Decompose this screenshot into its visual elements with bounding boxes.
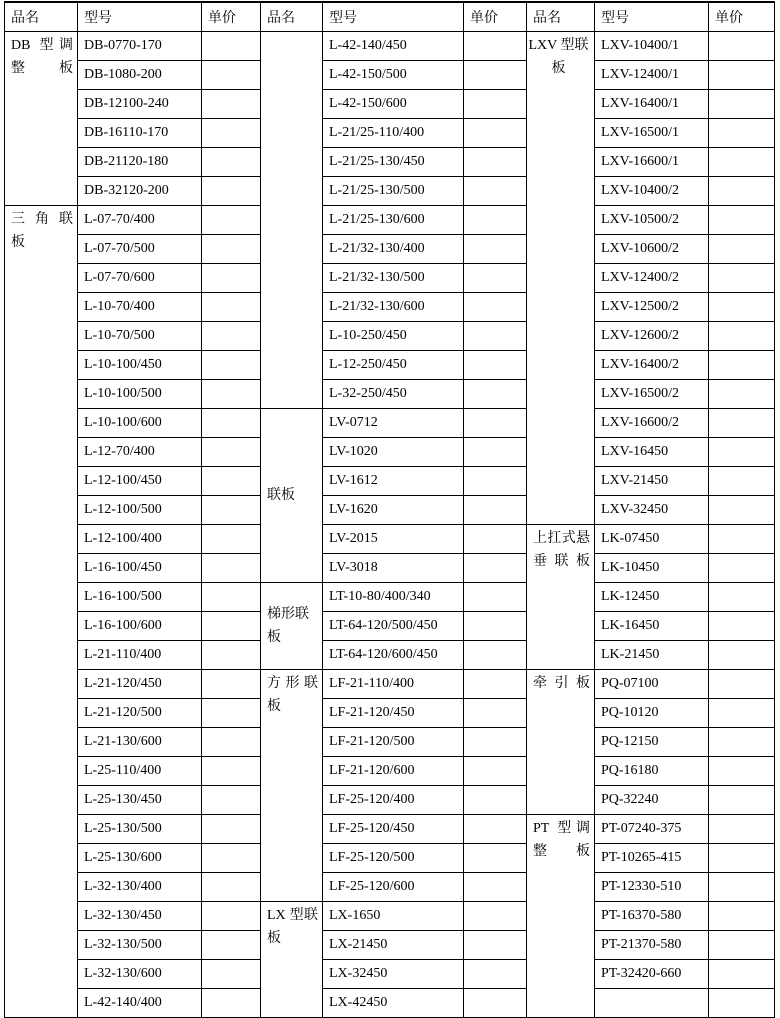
model-cell: L-21-120/450 — [78, 670, 202, 699]
model-cell: L-07-70/500 — [78, 235, 202, 264]
model-cell: L-07-70/600 — [78, 264, 202, 293]
model-cell: DB-16110-170 — [78, 119, 202, 148]
model-cell: LF-21-120/600 — [323, 757, 464, 786]
table-row — [5, 119, 775, 148]
price-cell[interactable] — [464, 61, 527, 90]
price-cell[interactable] — [202, 177, 261, 206]
model-cell: L-42-140/450 — [323, 32, 464, 61]
table-row — [5, 496, 775, 525]
price-cell[interactable] — [709, 351, 775, 380]
table-row — [5, 525, 775, 554]
table-row — [5, 670, 775, 699]
model-cell: L-10-100/500 — [78, 380, 202, 409]
model-cell: L-16-100/450 — [78, 554, 202, 583]
price-cell[interactable] — [464, 438, 527, 467]
model-cell: LF-21-120/450 — [323, 699, 464, 728]
table-row — [5, 409, 775, 438]
model-cell: LF-21-120/500 — [323, 728, 464, 757]
price-cell[interactable] — [464, 90, 527, 119]
model-cell: L-10-100/450 — [78, 351, 202, 380]
price-cell[interactable] — [464, 873, 527, 902]
category-tixing: 梯形联板 — [261, 583, 323, 670]
table-row — [5, 322, 775, 351]
category-lx: LX 型联板 — [261, 902, 323, 1018]
table-row — [5, 438, 775, 467]
price-cell[interactable] — [709, 815, 775, 844]
table-row — [5, 844, 775, 873]
model-cell: PT-32420-660 — [595, 960, 709, 989]
model-cell: LXV-21450 — [595, 467, 709, 496]
model-cell: L-32-130/400 — [78, 873, 202, 902]
price-cell[interactable] — [464, 32, 527, 61]
price-cell[interactable] — [202, 496, 261, 525]
model-cell: L-32-130/500 — [78, 931, 202, 960]
price-cell[interactable] — [464, 554, 527, 583]
table-row — [5, 815, 775, 844]
price-cell[interactable] — [202, 902, 261, 931]
table-row — [5, 902, 775, 931]
price-cell[interactable] — [709, 902, 775, 931]
price-cell[interactable] — [202, 119, 261, 148]
model-cell: LV-3018 — [323, 554, 464, 583]
table-row — [5, 931, 775, 960]
price-cell[interactable] — [464, 293, 527, 322]
model-cell: L-25-130/600 — [78, 844, 202, 873]
price-cell[interactable] — [709, 148, 775, 177]
table-row — [5, 148, 775, 177]
price-cell[interactable] — [709, 670, 775, 699]
model-cell: L-21-120/500 — [78, 699, 202, 728]
header-price-3: 单价 — [709, 2, 775, 32]
price-cell[interactable] — [202, 32, 261, 61]
model-cell: L-25-130/500 — [78, 815, 202, 844]
model-cell: DB-21120-180 — [78, 148, 202, 177]
model-cell: LXV-16600/2 — [595, 409, 709, 438]
price-cell[interactable] — [464, 467, 527, 496]
table-row — [5, 699, 775, 728]
price-cell[interactable] — [709, 873, 775, 902]
header-model-1: 型号 — [78, 2, 202, 32]
price-cell[interactable] — [202, 612, 261, 641]
model-cell: LT-64-120/500/450 — [323, 612, 464, 641]
table-row — [5, 467, 775, 496]
price-cell[interactable] — [464, 380, 527, 409]
price-cell[interactable] — [709, 989, 775, 1018]
model-cell: PT-07240-375 — [595, 815, 709, 844]
price-cell[interactable] — [464, 322, 527, 351]
price-cell[interactable] — [709, 728, 775, 757]
table-row — [5, 206, 775, 235]
model-cell: LF-25-120/450 — [323, 815, 464, 844]
model-cell: LV-0712 — [323, 409, 464, 438]
price-cell[interactable] — [202, 148, 261, 177]
table-row — [5, 32, 775, 61]
price-cell[interactable] — [202, 699, 261, 728]
model-cell: PT-10265-415 — [595, 844, 709, 873]
model-cell: PQ-16180 — [595, 757, 709, 786]
table-row — [5, 960, 775, 989]
model-cell: L-21/25-110/400 — [323, 119, 464, 148]
model-cell: L-42-150/500 — [323, 61, 464, 90]
price-cell[interactable] — [709, 119, 775, 148]
price-cell[interactable] — [464, 206, 527, 235]
price-cell[interactable] — [202, 873, 261, 902]
model-cell: L-12-100/500 — [78, 496, 202, 525]
price-cell[interactable] — [709, 931, 775, 960]
price-cell[interactable] — [709, 438, 775, 467]
category-shangkang: 上扛式悬垂联板 — [527, 525, 595, 670]
price-cell[interactable] — [202, 322, 261, 351]
header-name-1: 品名 — [5, 2, 78, 32]
model-cell: L-32-250/450 — [323, 380, 464, 409]
table-row — [5, 380, 775, 409]
price-cell[interactable] — [202, 525, 261, 554]
price-cell[interactable] — [202, 844, 261, 873]
price-cell[interactable] — [709, 844, 775, 873]
price-cell[interactable] — [709, 641, 775, 670]
price-cell[interactable] — [709, 235, 775, 264]
header-name-3: 品名 — [527, 2, 595, 32]
header-price-2: 单价 — [464, 2, 527, 32]
model-cell: L-12-250/450 — [323, 351, 464, 380]
model-cell: LF-25-120/500 — [323, 844, 464, 873]
model-cell: PQ-12150 — [595, 728, 709, 757]
price-cell[interactable] — [202, 670, 261, 699]
model-cell: LV-1612 — [323, 467, 464, 496]
price-cell[interactable] — [709, 554, 775, 583]
model-cell: LV-1020 — [323, 438, 464, 467]
price-cell[interactable] — [709, 409, 775, 438]
model-cell: DB-1080-200 — [78, 61, 202, 90]
price-cell[interactable] — [202, 641, 261, 670]
model-cell: L-32-130/600 — [78, 960, 202, 989]
table-row — [5, 235, 775, 264]
price-cell[interactable] — [464, 844, 527, 873]
model-cell: LXV-10600/2 — [595, 235, 709, 264]
price-cell[interactable] — [709, 467, 775, 496]
model-cell: LXV-12400/1 — [595, 61, 709, 90]
model-cell: LF-25-120/600 — [323, 873, 464, 902]
model-cell: LK-07450 — [595, 525, 709, 554]
price-cell[interactable] — [709, 699, 775, 728]
model-cell: L-21/25-130/500 — [323, 177, 464, 206]
model-cell: L-21/25-130/450 — [323, 148, 464, 177]
price-cell[interactable] — [202, 815, 261, 844]
category-qianyin: 牵引板 — [527, 670, 595, 815]
price-cell[interactable] — [464, 815, 527, 844]
model-cell: LXV-16500/2 — [595, 380, 709, 409]
price-cell[interactable] — [202, 786, 261, 815]
model-cell: LF-25-120/400 — [323, 786, 464, 815]
model-cell: LX-32450 — [323, 960, 464, 989]
price-cell[interactable] — [202, 90, 261, 119]
price-cell[interactable] — [202, 409, 261, 438]
model-cell: L-07-70/400 — [78, 206, 202, 235]
model-cell: L-16-100/500 — [78, 583, 202, 612]
model-cell: L-21/32-130/400 — [323, 235, 464, 264]
price-cell[interactable] — [464, 902, 527, 931]
table-row — [5, 786, 775, 815]
price-cell[interactable] — [709, 496, 775, 525]
model-cell: PQ-10120 — [595, 699, 709, 728]
model-cell: PQ-07100 — [595, 670, 709, 699]
category-db: DB 型调整板 — [5, 32, 78, 206]
model-cell: L-12-70/400 — [78, 438, 202, 467]
table-row — [5, 264, 775, 293]
price-cell[interactable] — [202, 931, 261, 960]
model-cell: LV-1620 — [323, 496, 464, 525]
price-cell[interactable] — [464, 931, 527, 960]
price-cell[interactable] — [464, 583, 527, 612]
category-lxv: LXV 型联板 — [527, 32, 595, 525]
model-cell: LV-2015 — [323, 525, 464, 554]
model-cell: LXV-10500/2 — [595, 206, 709, 235]
model-cell: LK-16450 — [595, 612, 709, 641]
model-cell: LT-10-80/400/340 — [323, 583, 464, 612]
model-cell: L-21/32-130/600 — [323, 293, 464, 322]
model-cell: LXV-16450 — [595, 438, 709, 467]
price-cell[interactable] — [202, 351, 261, 380]
model-cell: PT-16370-580 — [595, 902, 709, 931]
model-cell: L-10-70/400 — [78, 293, 202, 322]
model-cell: L-21/32-130/500 — [323, 264, 464, 293]
model-cell: L-12-100/450 — [78, 467, 202, 496]
model-cell: L-10-250/450 — [323, 322, 464, 351]
price-cell[interactable] — [464, 786, 527, 815]
price-cell[interactable] — [202, 264, 261, 293]
price-cell[interactable] — [464, 264, 527, 293]
table-row — [5, 728, 775, 757]
category-lianban: 联板 — [261, 409, 323, 583]
price-cell[interactable] — [202, 61, 261, 90]
model-cell: L-25-130/450 — [78, 786, 202, 815]
price-cell[interactable] — [464, 757, 527, 786]
price-cell[interactable] — [709, 322, 775, 351]
model-cell: LT-64-120/600/450 — [323, 641, 464, 670]
model-cell: DB-0770-170 — [78, 32, 202, 61]
price-cell[interactable] — [202, 757, 261, 786]
model-cell: L-25-110/400 — [78, 757, 202, 786]
model-cell: L-21/25-130/600 — [323, 206, 464, 235]
model-cell: L-16-100/600 — [78, 612, 202, 641]
price-cell[interactable] — [464, 612, 527, 641]
price-cell[interactable] — [709, 293, 775, 322]
price-cell[interactable] — [709, 525, 775, 554]
category-blank — [261, 32, 323, 409]
price-cell[interactable] — [202, 554, 261, 583]
model-cell: LX-1650 — [323, 902, 464, 931]
model-cell: LXV-16400/2 — [595, 351, 709, 380]
price-cell[interactable] — [709, 380, 775, 409]
model-cell: LXV-16600/1 — [595, 148, 709, 177]
price-cell[interactable] — [709, 177, 775, 206]
price-cell[interactable] — [464, 496, 527, 525]
price-cell[interactable] — [709, 786, 775, 815]
price-cell[interactable] — [464, 148, 527, 177]
category-fangxing: 方形联板 — [261, 670, 323, 902]
header-name-2: 品名 — [261, 2, 323, 32]
price-cell[interactable] — [202, 206, 261, 235]
model-cell: PQ-32240 — [595, 786, 709, 815]
table-row — [5, 757, 775, 786]
model-cell: PT-12330-510 — [595, 873, 709, 902]
header-price-1: 单价 — [202, 2, 261, 32]
price-cell[interactable] — [464, 699, 527, 728]
price-cell[interactable] — [202, 293, 261, 322]
price-cell[interactable] — [464, 641, 527, 670]
price-cell[interactable] — [709, 264, 775, 293]
model-cell: LK-12450 — [595, 583, 709, 612]
price-cell[interactable] — [709, 206, 775, 235]
price-cell[interactable] — [709, 757, 775, 786]
price-cell[interactable] — [464, 728, 527, 757]
table-row — [5, 554, 775, 583]
header-model-3: 型号 — [595, 2, 709, 32]
price-cell[interactable] — [464, 119, 527, 148]
price-cell[interactable] — [464, 989, 527, 1018]
model-cell: L-42-150/600 — [323, 90, 464, 119]
model-cell: LXV-10400/1 — [595, 32, 709, 61]
price-cell[interactable] — [202, 235, 261, 264]
model-cell: LXV-12500/2 — [595, 293, 709, 322]
price-cell[interactable] — [709, 61, 775, 90]
model-cell: LXV-12400/2 — [595, 264, 709, 293]
model-cell — [595, 989, 709, 1018]
price-cell[interactable] — [464, 177, 527, 206]
price-cell[interactable] — [202, 989, 261, 1018]
price-cell[interactable] — [202, 583, 261, 612]
model-cell: L-10-100/600 — [78, 409, 202, 438]
price-cell[interactable] — [202, 467, 261, 496]
category-pt: PT 型调整板 — [527, 815, 595, 1018]
model-cell: LXV-12600/2 — [595, 322, 709, 351]
model-cell: L-10-70/500 — [78, 322, 202, 351]
price-table — [4, 1, 775, 1018]
model-cell: LXV-10400/2 — [595, 177, 709, 206]
model-cell: L-21-130/600 — [78, 728, 202, 757]
price-cell[interactable] — [202, 380, 261, 409]
model-cell: LX-21450 — [323, 931, 464, 960]
price-cell[interactable] — [202, 438, 261, 467]
model-cell: L-21-110/400 — [78, 641, 202, 670]
model-cell: L-32-130/450 — [78, 902, 202, 931]
model-cell: LX-42450 — [323, 989, 464, 1018]
table-row — [5, 612, 775, 641]
price-cell[interactable] — [464, 525, 527, 554]
price-cell[interactable] — [709, 960, 775, 989]
model-cell: LXV-16400/1 — [595, 90, 709, 119]
model-cell: DB-12100-240 — [78, 90, 202, 119]
price-cell[interactable] — [202, 728, 261, 757]
category-sanjiao: 三 角 联 板 — [5, 206, 78, 1018]
model-cell: PT-21370-580 — [595, 931, 709, 960]
price-cell[interactable] — [709, 583, 775, 612]
price-cell[interactable] — [202, 960, 261, 989]
header-model-2: 型号 — [323, 2, 464, 32]
price-cell[interactable] — [464, 235, 527, 264]
table-row — [5, 583, 775, 612]
table-row — [5, 873, 775, 902]
price-cell[interactable] — [709, 612, 775, 641]
table-row — [5, 351, 775, 380]
price-cell[interactable] — [464, 670, 527, 699]
model-cell: LXV-16500/1 — [595, 119, 709, 148]
model-cell: LK-10450 — [595, 554, 709, 583]
table-row — [5, 641, 775, 670]
table-row — [5, 177, 775, 206]
model-cell: L-42-140/400 — [78, 989, 202, 1018]
model-cell: LK-21450 — [595, 641, 709, 670]
price-cell[interactable] — [464, 409, 527, 438]
model-cell: LF-21-110/400 — [323, 670, 464, 699]
price-cell[interactable] — [464, 351, 527, 380]
price-cell[interactable] — [709, 90, 775, 119]
price-cell[interactable] — [464, 960, 527, 989]
model-cell: DB-32120-200 — [78, 177, 202, 206]
table-row — [5, 61, 775, 90]
table-row — [5, 989, 775, 1018]
model-cell: L-12-100/400 — [78, 525, 202, 554]
model-cell: LXV-32450 — [595, 496, 709, 525]
table-row — [5, 90, 775, 119]
header-row — [5, 2, 775, 32]
price-cell[interactable] — [709, 32, 775, 61]
table-row — [5, 293, 775, 322]
